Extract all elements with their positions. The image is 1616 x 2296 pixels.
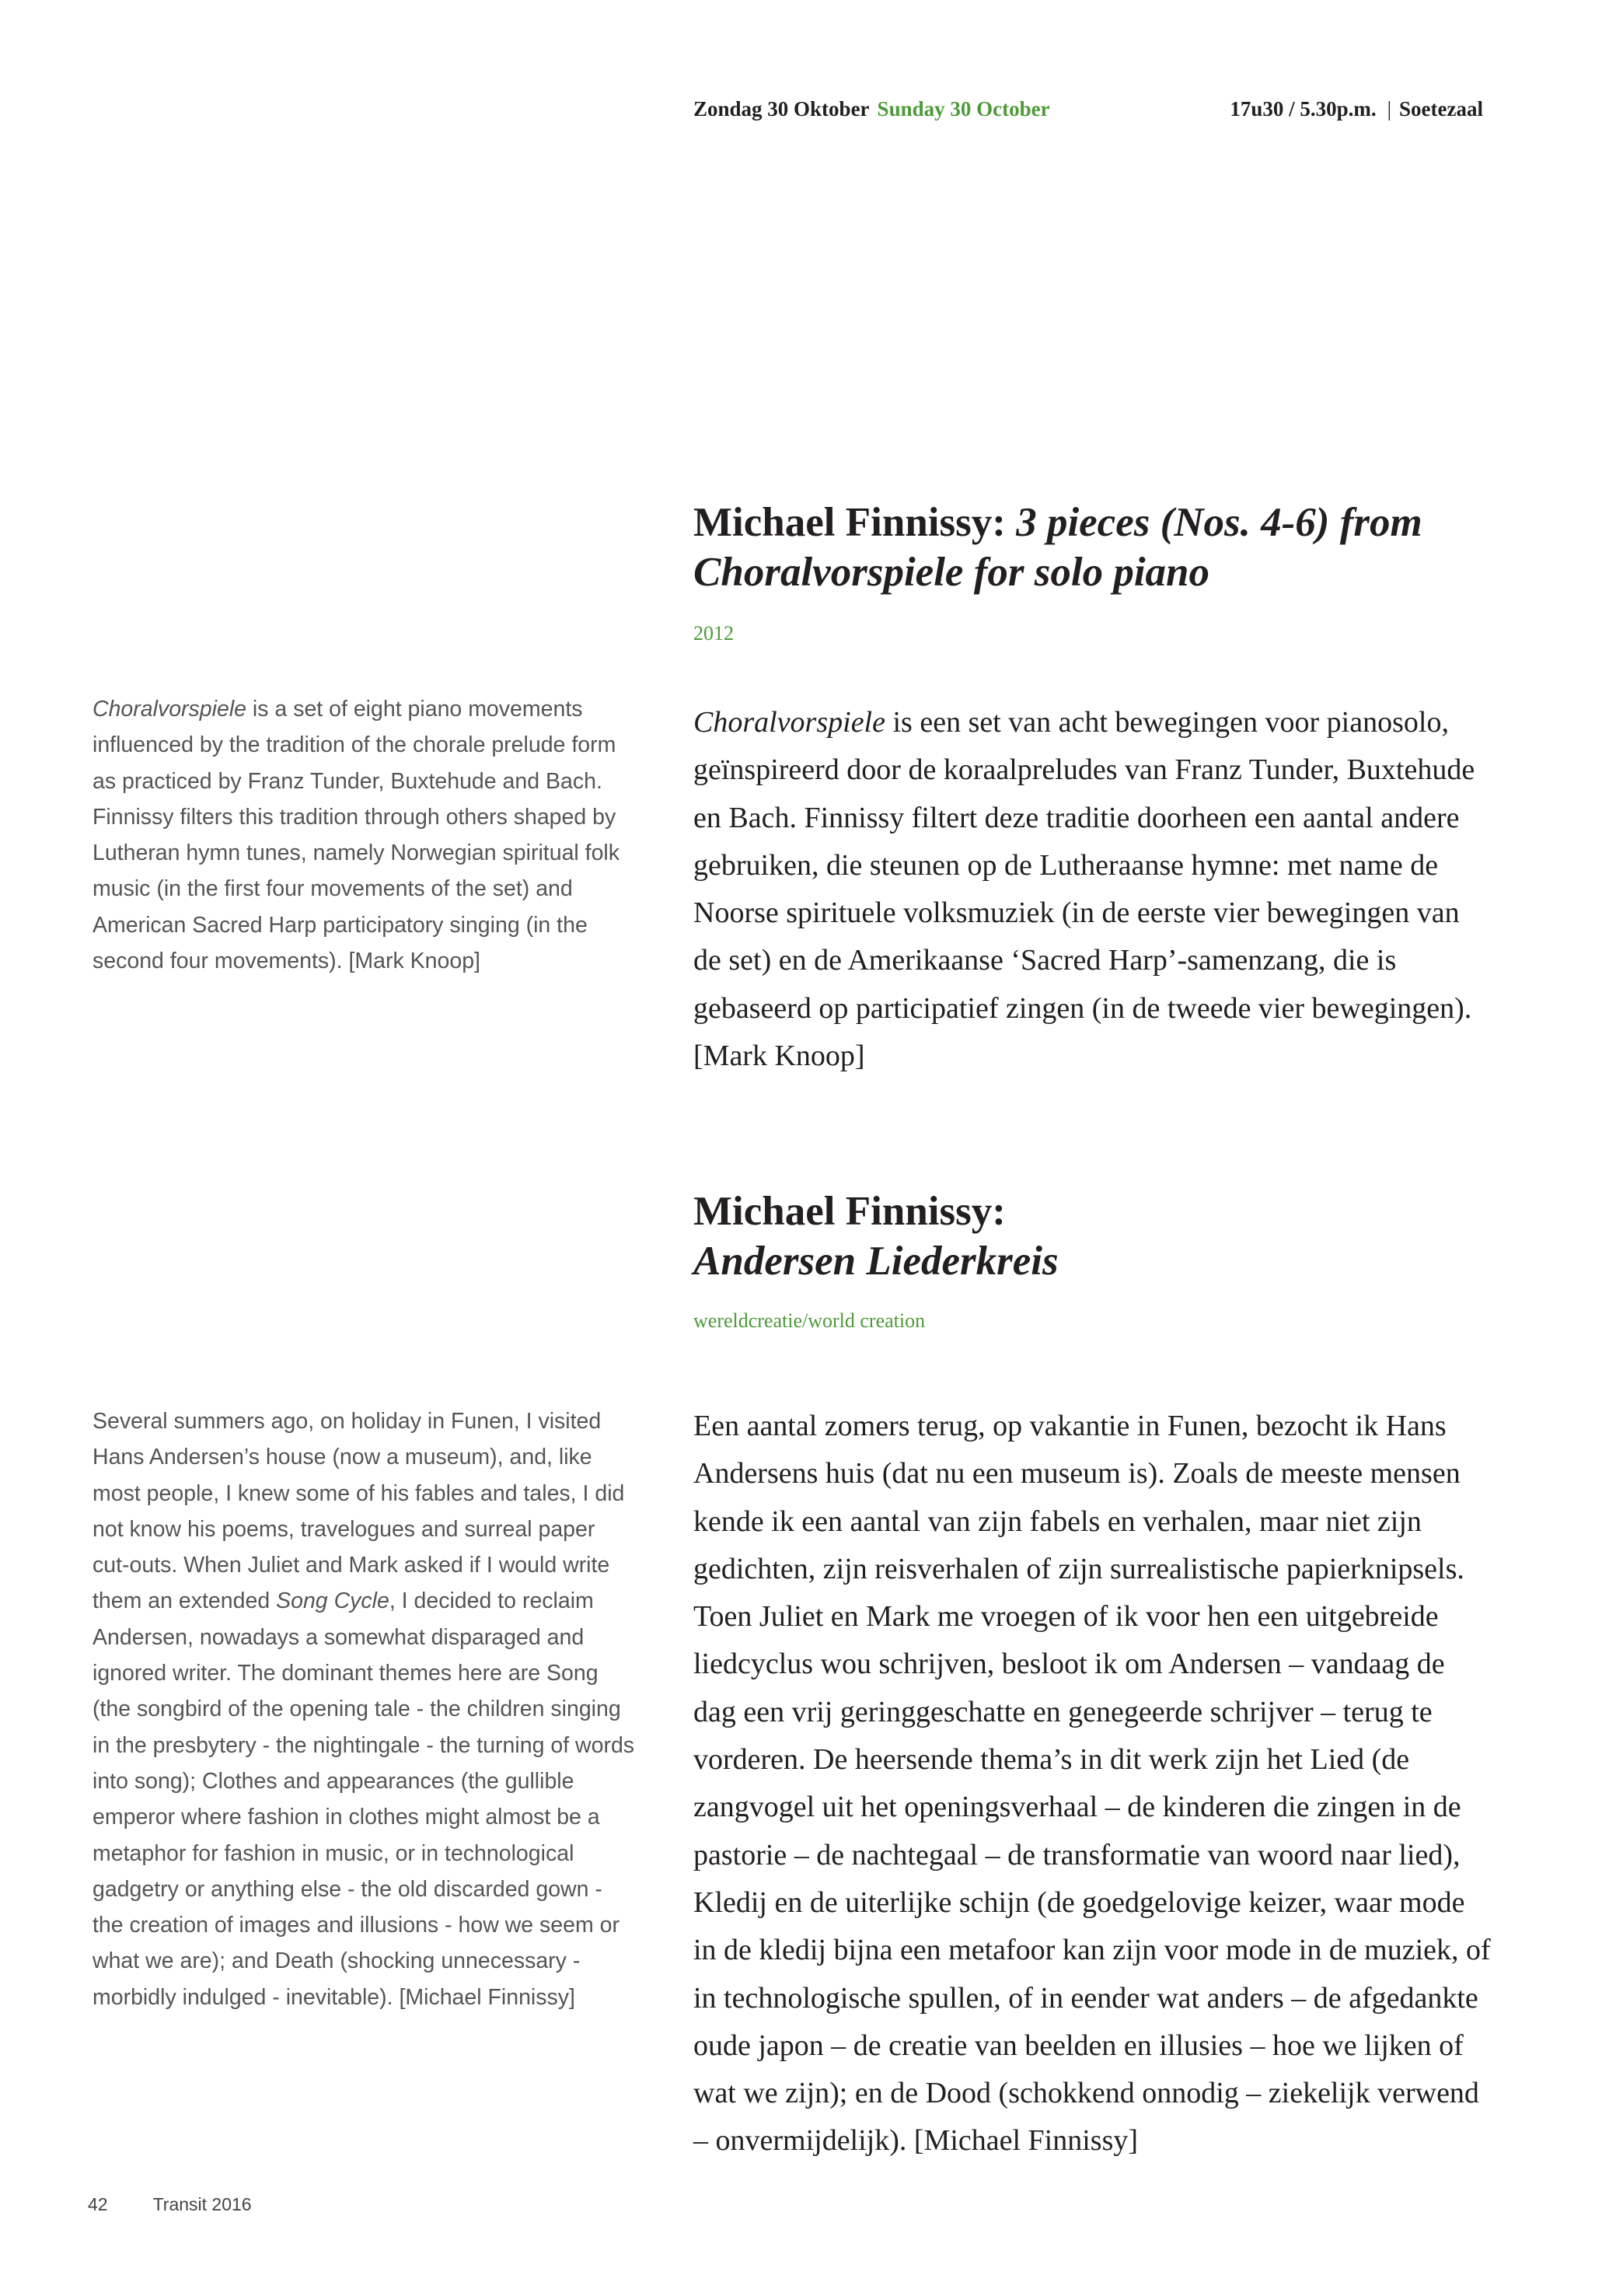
piece2-nl-body: Een aantal zomers terug, op vakantie in Funen, bezocht ik Hans Andersens huis (dat nu een museum is). Zoals de meeste mensen kende ik een aantal van zijn fabels en verhalen, maar niet zijn gedichten, zijn reisverhalen of zijn surrealistische papierknipsels. Toen Juliet en Mark me vroegen of ik voor hen een uitgebreide liedcyclus wou schrijven, besloot ik om Andersen – vandaag de dag een vrij geringgeschatte en genegeerde schrijver – terug te vorderen. De heersende thema’s in dit werk zijn het Lied (de zangvogel uit het openingsverhaal – de kinderen die zingen in de pastorie – de nachtegaal – de transformatie van woord naar lied), Kledij en de uiterlijke schijn (de goedgelovige keizer, waar mode in de kledij bijna een metafoor kan zijn voor mode in de muziek, of in technologische spullen, of in eender wat anders – de afgedankte oude japon – de creatie van beelden en illusies – hoe we lijken of wat we zijn); en de Dood (schokkend onnodig – ziekelijk verwend – onvermijdelijk). [Michael Finnissy]	[693, 1410, 1491, 2158]
piece1-title-line1: 3 pieces (Nos. 4-6) from	[1016, 500, 1422, 545]
page-number: 42	[88, 2194, 108, 2214]
piece1-year: 2012	[693, 622, 734, 645]
piece1-nl-work-title: Choralvorspiele	[693, 706, 885, 739]
piece2-en-italic: Song Cycle	[276, 1588, 389, 1614]
header-separator: |	[1387, 97, 1392, 121]
piece2-title	[693, 1186, 1494, 1286]
piece1-composer: Michael Finnissy:	[693, 500, 1006, 545]
piece2-subtitle: wereldcreatie/world creation	[693, 1309, 926, 1332]
header-date-en: Sunday 30 October	[877, 97, 1050, 121]
header-date	[693, 95, 1050, 123]
header-time: 17u30 / 5.30p.m.	[1230, 97, 1377, 121]
piece1-en-work-title: Choralvorspiele	[92, 697, 247, 722]
piece2-english-text	[92, 1403, 637, 2015]
piece2-dutch-text	[693, 1403, 1492, 2165]
piece2-en-body-start: Several summers ago, on holiday in Funen, I visited Hans Andersen’s house (now a museum), and, like most people, I knew some of his fables and tales, I did not know his poems, travelogues and surreal paper cut-outs. When Juliet and Mark asked if I would write them an extended	[92, 1409, 625, 1614]
piece2-composer: Michael Finnissy:	[693, 1189, 1006, 1234]
piece1-title	[693, 498, 1494, 597]
piece2-en-body-end: , I decided to reclaim Andersen, nowadays a somewhat disparaged and ignored writer. The dominant themes here are Song (the songbird of the opening tale - the children singing in the presbytery - the nightingale - the turning of words into song); Clothes and appearances (the gullible emperor where fashion in clothes might almost be a metaphor for fashion in music, or in technological gadgetry or anything else - the old discarded gown - the creation of images and illusions - how we seem or what we are); and Death (shocking unnecessary - morbidly indulged - inevitable). [Michael Finnissy]	[92, 1588, 635, 2010]
footer	[88, 2194, 252, 2215]
piece1-en-body: is a set of eight piano movements influenced by the tradition of the chorale prelude form as practiced by Franz Tunder, Buxtehude and Bach. Finnissy filters this tradition through others shaped by Lutheran hymn tunes, namely Norwegian spiritual folk music (in the first four movements of the set) and American Sacred Harp participatory singing (in the second four movements). [Mark Knoop]	[92, 697, 620, 974]
piece1-dutch-text	[693, 699, 1492, 1080]
publication-name: Transit 2016	[152, 2194, 252, 2214]
header-venue: Soetezaal	[1399, 97, 1483, 121]
piece1-english-text	[92, 691, 637, 979]
piece2-work-title: Andersen Liederkreis	[693, 1239, 1059, 1284]
piece1-nl-body: is een set van acht bewegingen voor pianosolo, geïnspireerd door de koraalpreludes van Franz Tunder, Buxtehude en Bach. Finnissy filtert deze traditie doorheen een aantal andere gebruiken, die steunen op de Lutheraanse hymne: met name de Noorse spirituele volksmuziek (in de eerste vier bewegingen van de set) en de Amerikaanse ‘Sacred Harp’-samenzang, die is gebaseerd op participatief zingen (in de tweede vier bewegingen). [Mark Knoop]	[693, 706, 1475, 1073]
piece1-title-line2: Choralvorspiele for solo piano	[693, 550, 1210, 595]
header-time-venue	[1230, 95, 1483, 123]
header-date-nl: Zondag 30 Oktober	[693, 97, 870, 121]
